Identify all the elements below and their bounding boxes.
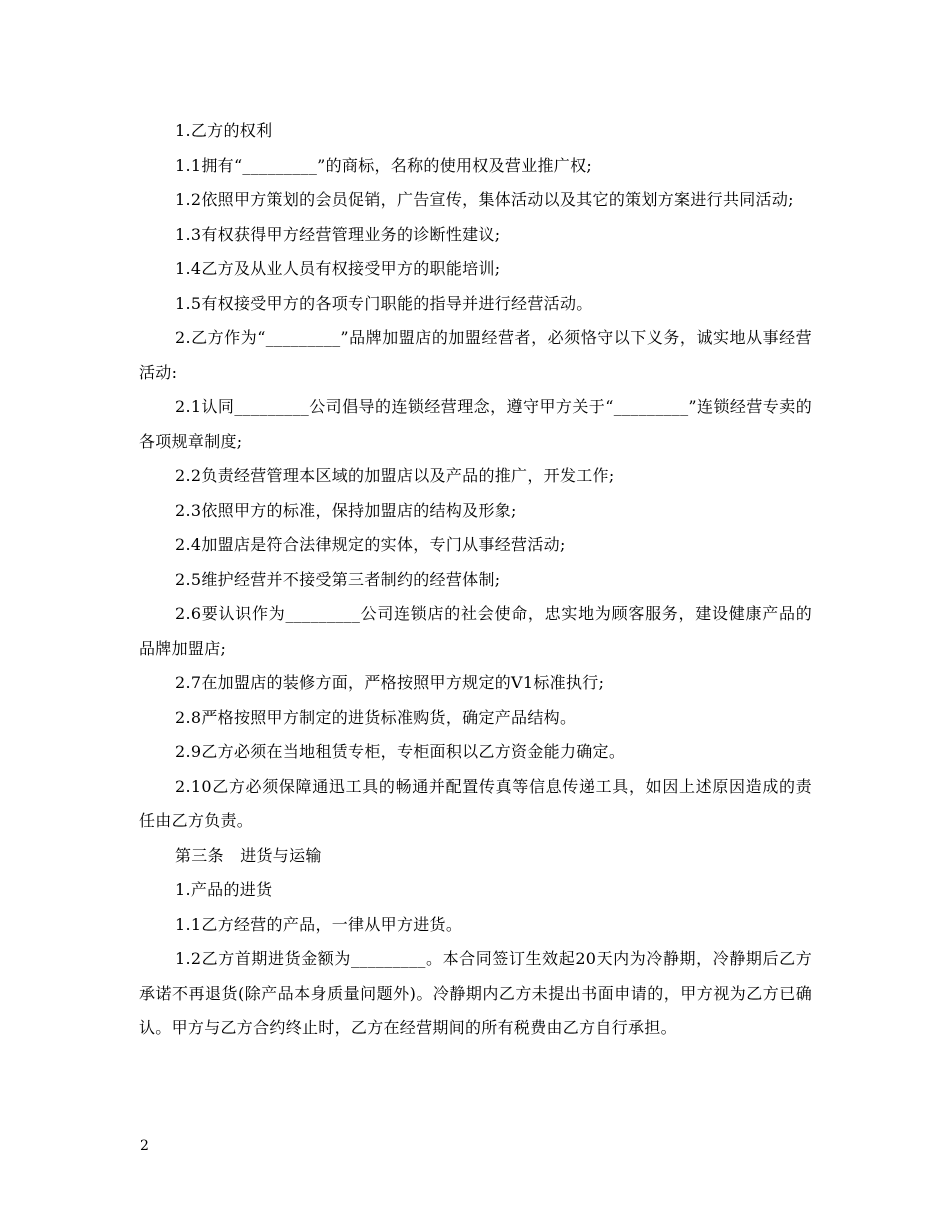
paragraph: 2.7在加盟店的装修方面，严格按照甲方规定的V1标准执行; bbox=[175, 673, 605, 692]
paragraph: 2.5维护经营并不接受第三者制约的经营体制; bbox=[175, 569, 501, 589]
page-number: 2 bbox=[140, 1138, 149, 1154]
paragraph: 1.2依照甲方策划的会员促销，广告宣传，集体活动以及其它的策划方案进行共同活动; bbox=[175, 190, 794, 209]
paragraph: 2.3依照甲方的标准，保持加盟店的结构及形象; bbox=[175, 500, 517, 520]
paragraph: 2.6要认识作为_________公司连锁店的社会使命，忠实地为顾客服务，建设健康产品的品牌加盟店; bbox=[139, 604, 812, 658]
paragraph: 1.1拥有“_________”的商标，名称的使用权及营业推广权; bbox=[175, 155, 593, 175]
paragraph: 2.10乙方必须保障通迅工具的畅通并配置传真等信息传递工具，如因上述原因造成的责任由乙方负责。 bbox=[139, 776, 812, 830]
paragraph: 1.产品的进货 bbox=[175, 880, 273, 899]
paragraph: 1.乙方的权利 bbox=[175, 121, 273, 140]
paragraph: 1.3有权获得甲方经营管理业务的诊断性建议; bbox=[175, 224, 501, 244]
paragraph: 1.4乙方及从业人员有权接受甲方的职能培训; bbox=[175, 259, 501, 278]
paragraph: 1.5有权接受甲方的各项专门职能的指导并进行经营活动。 bbox=[175, 293, 593, 313]
paragraph: 1.1乙方经营的产品，一律从甲方进货。 bbox=[175, 914, 463, 934]
paragraph: 2.2负责经营管理本区域的加盟店以及产品的推广，开发工作; bbox=[175, 466, 615, 485]
paragraph: 2.8严格按照甲方制定的进货标准购货，确定产品结构。 bbox=[175, 707, 577, 727]
section-heading: 第三条 进货与运输 bbox=[175, 845, 322, 865]
paragraph: 2.4加盟店是符合法律规定的实体，专门从事经营活动; bbox=[175, 535, 566, 554]
document-body bbox=[139, 114, 812, 1046]
paragraph: 2.9乙方必须在当地租赁专柜，专柜面积以乙方资金能力确定。 bbox=[175, 742, 626, 761]
paragraph: 2.乙方作为“_________”品牌加盟店的加盟经营者，必须恪守以下义务，诚实地从事经营活动: bbox=[139, 328, 812, 382]
paragraph: 1.2乙方首期进货金额为_________。本合同签订生效起20天内为冷静期，冷静期后乙方承诺不再退货(除产品本身质量问题外)。冷静期内乙方未提出书面申请的，甲方视为乙方已确认。甲方与乙方合约终止时，乙方在经营期间的所有税费由乙方自行承担。 bbox=[139, 949, 812, 1037]
paragraph: 2.1认同_________公司倡导的连锁经营理念，遵守甲方关于“_________”连锁经营专卖的各项规章制度; bbox=[139, 397, 812, 451]
